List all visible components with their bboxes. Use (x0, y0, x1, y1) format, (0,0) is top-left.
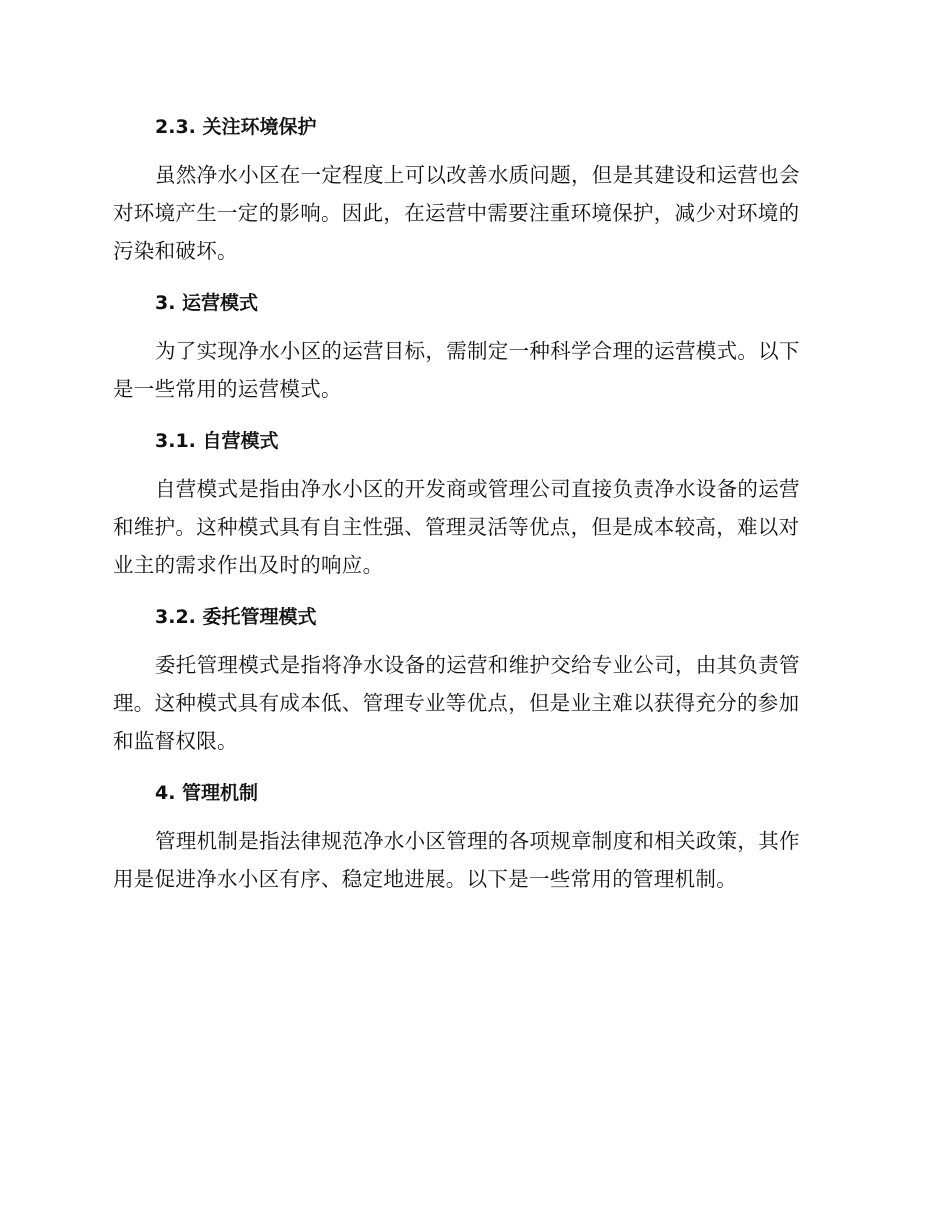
section-paragraph-3-2 (113, 646, 829, 760)
paragraph-line: 委托管理模式是指将净水设备的运营和维护交给专业公司，由其负责管 (155, 653, 800, 677)
paragraph-line: 业主的需求作出及时的响应。 (113, 553, 384, 577)
paragraph-line: 管理机制是指法律规范净水小区管理的各项规章制度和相关政策，其作 (155, 829, 800, 853)
section-heading-3-1: 3.1. 自营模式 (155, 430, 279, 452)
section-paragraph-4 (113, 822, 829, 898)
paragraph-line: 用是促进净水小区有序、稳定地进展。以下是一些常用的管理机制。 (113, 867, 737, 891)
paragraph-line: 理。这种模式具有成本低、管理专业等优点，但是业主难以获得充分的参加 (113, 691, 800, 715)
section-paragraph-2-3 (113, 156, 829, 270)
document-body (113, 112, 829, 916)
section-paragraph-3 (113, 332, 829, 408)
section-heading-4: 4. 管理机制 (155, 782, 259, 804)
paragraph-line: 和监督权限。 (113, 729, 238, 753)
paragraph-line: 是一些常用的运营模式。 (113, 377, 342, 401)
paragraph-line: 和维护。这种模式具有自主性强、管理灵活等优点，但是成本较高，难以对 (113, 515, 800, 539)
paragraph-line: 对环境产生一定的影响。因此，在运营中需要注重环境保护，减少对环境的 (113, 201, 800, 225)
paragraph-line: 污染和破坏。 (113, 239, 238, 263)
paragraph-line: 虽然净水小区在一定程度上可以改善水质问题，但是其建设和运营也会 (155, 163, 800, 187)
section-heading-3: 3. 运营模式 (155, 292, 259, 314)
section-heading-2-3: 2.3. 关注环境保护 (155, 116, 317, 138)
paragraph-line: 为了实现净水小区的运营目标，需制定一种科学合理的运营模式。以下 (155, 339, 800, 363)
paragraph-line: 自营模式是指由净水小区的开发商或管理公司直接负责净水设备的运营 (155, 477, 800, 501)
section-paragraph-3-1 (113, 470, 829, 584)
section-heading-3-2: 3.2. 委托管理模式 (155, 606, 317, 628)
